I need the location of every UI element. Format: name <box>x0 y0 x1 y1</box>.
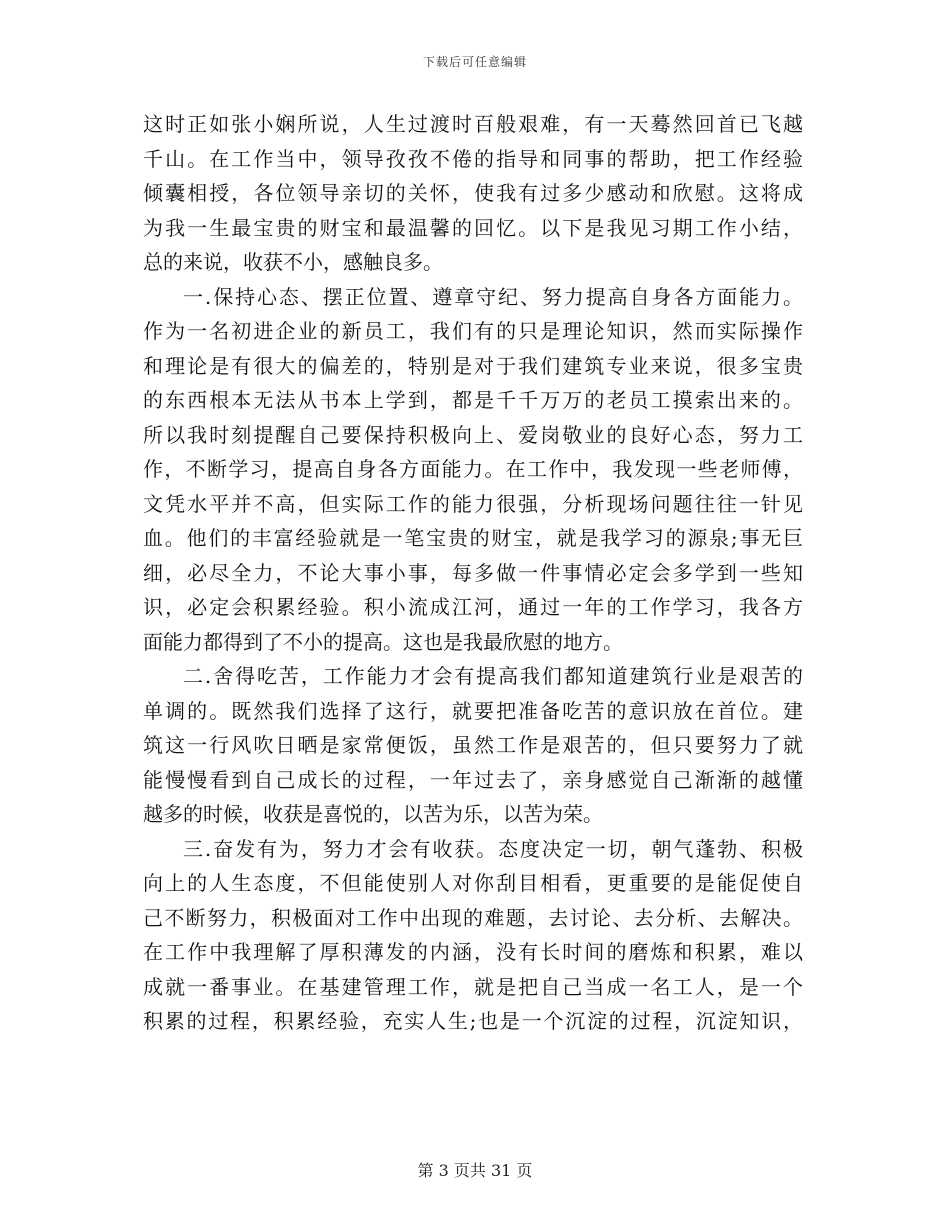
text-line: 所以我时刻提醒自己要保持积极向上、爱岗敬业的良好心态，努力工 <box>143 422 803 447</box>
text-line: 细，必尽全力，不论大事小事，每多做一件事情必定会多学到一些知 <box>143 560 803 585</box>
text-line: 识，必定会积累经验。积小流成江河，通过一年的工作学习，我各方 <box>143 595 803 619</box>
text-line: 能慢慢看到自己成长的过程，一年过去了，亲身感觉自己渐渐的越懂 <box>143 767 803 792</box>
text-line: 筑这一行风吹日晒是家常便饭，虽然工作是艰苦的，但只要努力了就 <box>143 733 803 757</box>
text-line: 为我一生最宝贵的财宝和最温馨的回忆。以下是我见习期工作小结， <box>143 215 803 240</box>
text-line: 在工作中我理解了厚积薄发的内涵，没有长时间的磨炼和积累，难以 <box>143 940 803 964</box>
text-line: 总的来说，收获不小，感触良多。 <box>143 250 443 274</box>
text-line: 成就一番事业。在基建管理工作，就是把自己当成一名工人，是一个 <box>143 974 803 999</box>
text-line: 越多的时候，收获是喜悦的，以苦为乐，以苦为荣。 <box>143 802 603 826</box>
text-line: 千山。在工作当中，领导孜孜不倦的指导和同事的帮助，把工作经验 <box>143 146 803 171</box>
page-header: 下载后可任意编辑 <box>422 55 527 69</box>
text-line: 向上的人生态度，不但能使别人对你刮目相看，更重要的是能促使自 <box>143 871 803 895</box>
text-line: 积累的过程，积累经验，充实人生;也是一个沉淀的过程，沉淀知识， <box>143 1009 803 1033</box>
text-line: 作，不断学习，提高自身各方面能力。在工作中，我发现一些老师傅， <box>143 457 803 481</box>
text-line: 三.奋发有为，努力才会有收获。态度决定一切，朝气蓬勃、积极 <box>183 836 803 861</box>
text-line: 和理论是有很大的偏差的，特别是对于我们建筑专业来说，很多宝贵 <box>143 353 803 378</box>
text-line: 一.保持心态、摆正位置、遵章守纪、努力提高自身各方面能力。 <box>183 284 803 309</box>
page-footer: 第 3 页共 31 页 <box>417 1161 533 1180</box>
text-line: 倾囊相授，各位领导亲切的关怀，使我有过多少感动和欣慰。这将成 <box>143 181 803 205</box>
text-line: 血。他们的丰富经验就是一笔宝贵的财宝，就是我学习的源泉;事无巨 <box>143 526 803 550</box>
text-line: 作为一名初进企业的新员工，我们有的只是理论知识，然而实际操作 <box>143 319 803 343</box>
text-line: 的东西根本无法从书本上学到，都是千千万万的老员工摸索出来的。 <box>143 388 803 412</box>
text-line: 单调的。既然我们选择了这行，就要把准备吃苦的意识放在首位。建 <box>143 698 803 723</box>
text-line: 面能力都得到了不小的提高。这也是我最欣慰的地方。 <box>143 629 623 654</box>
text-line: 己不断努力，积极面对工作中出现的难题，去讨论、去分析、去解决。 <box>143 905 803 930</box>
text-line: 二.舍得吃苦，工作能力才会有提高我们都知道建筑行业是艰苦的 <box>183 664 803 688</box>
document-body <box>143 107 803 1039</box>
text-line: 文凭水平并不高，但实际工作的能力很强，分析现场问题往往一针见 <box>143 491 803 516</box>
text-line: 这时正如张小娴所说，人生过渡时百般艰难，有一天蓦然回首已飞越 <box>143 112 803 136</box>
